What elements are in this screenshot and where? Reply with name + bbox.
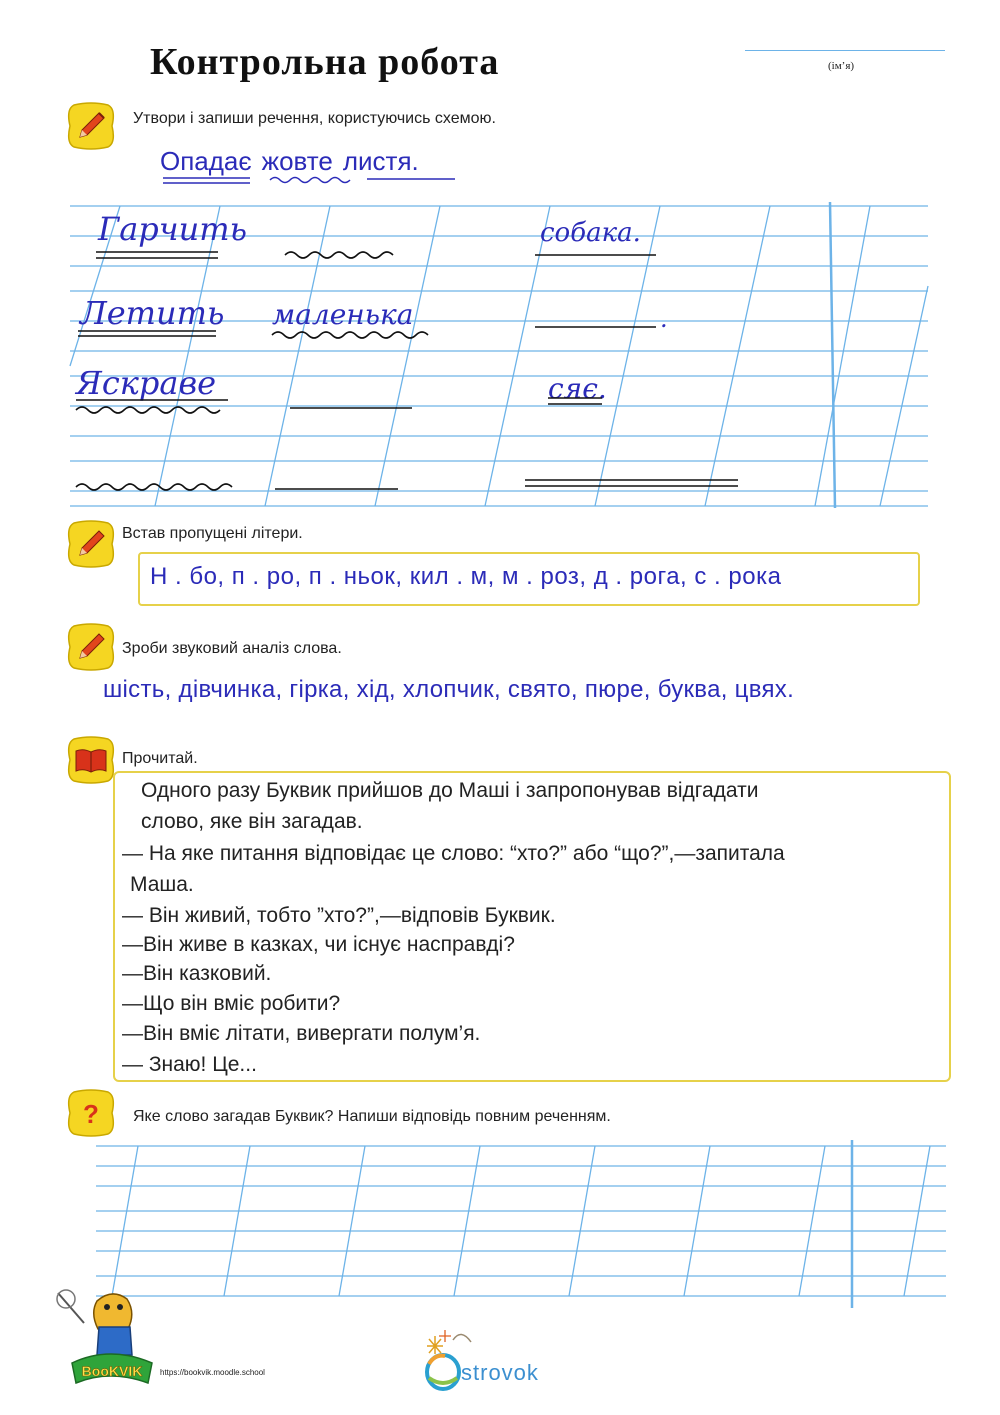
text-line: —Він живе в казках, чи існує насправді?: [122, 933, 515, 956]
bookvik-logo-text: BooKVIK: [81, 1363, 143, 1379]
pencil-icon: [66, 519, 116, 569]
row1-word-subject: Гарчить: [98, 210, 248, 248]
text-line: —Він вміє літати, вивергати полум’я.: [122, 1022, 481, 1045]
page-title: Контрольна робота: [150, 41, 500, 83]
book-icon: [66, 735, 116, 785]
text-line: — Знаю! Це...: [122, 1053, 257, 1076]
question-icon: [66, 1088, 116, 1138]
text-line: — На яке питання відповідає це слово: “хто?” або “що?”,—запитала: [122, 842, 785, 865]
website-url[interactable]: https://bookvik.moodle.school: [160, 1368, 265, 1377]
svg-text:?: ?: [83, 1099, 99, 1129]
row3-word-object: сяє.: [548, 372, 607, 405]
missing-letters-box: [138, 552, 920, 606]
row1-word-object: собака.: [540, 218, 641, 248]
example-sentence: [160, 146, 429, 177]
row2-end-mark: .: [660, 305, 668, 333]
text-line: —Він казковий.: [122, 962, 272, 985]
text-line: Одного разу Буквик прийшов до Маші і запропонував відгадати: [141, 779, 759, 802]
example-word-subject: Опадає: [160, 146, 252, 176]
pencil-icon: [66, 101, 116, 151]
sound-analysis-words: шість, дівчинка, гірка, хід, хлопчик, свято, пюре, буква, цвях.: [103, 676, 795, 703]
task3-instruction: Зроби звуковий аналіз слова.: [122, 640, 342, 657]
task4-instruction: Прочитай.: [122, 750, 198, 767]
name-field-line[interactable]: [745, 50, 945, 51]
ostrovok-logo: [415, 1318, 575, 1393]
text-line: слово, яке він загадав.: [141, 810, 363, 833]
example-underlines: [160, 176, 460, 190]
row2-word-subject: Летить: [80, 294, 225, 332]
row3-word-subject: Яскраве: [76, 364, 216, 402]
reading-text-box: [113, 771, 951, 1082]
bookvik-logo: [52, 1283, 167, 1388]
name-label: (ім’я): [828, 60, 855, 72]
text-line: — Він живий, тобто ”хто?”,—відповів Буквик.: [122, 904, 556, 927]
text-line: Маша.: [130, 873, 194, 896]
row2-word-attribute: маленька: [272, 298, 414, 331]
sentence-scheme-lines: [0, 240, 1000, 500]
example-word-object: листя.: [342, 146, 419, 176]
task2-instruction: Встав пропущені літери.: [122, 525, 303, 542]
missing-letters-text: Н . бо, п . ро, п . ньок, кил . м, м . роз, д . рога, с . рока: [150, 563, 782, 590]
task1-instruction: Утвори і запиши речення, користуючись схемою.: [133, 110, 496, 127]
text-line: —Що він вміє робити?: [122, 992, 341, 1015]
task5-instruction: Яке слово загадав Буквик? Напиши відповідь повним реченням.: [133, 1108, 611, 1125]
ostrovok-logo-text: strovok: [461, 1360, 539, 1385]
pencil-icon: [66, 622, 116, 672]
example-word-attribute: жовте: [261, 146, 333, 176]
